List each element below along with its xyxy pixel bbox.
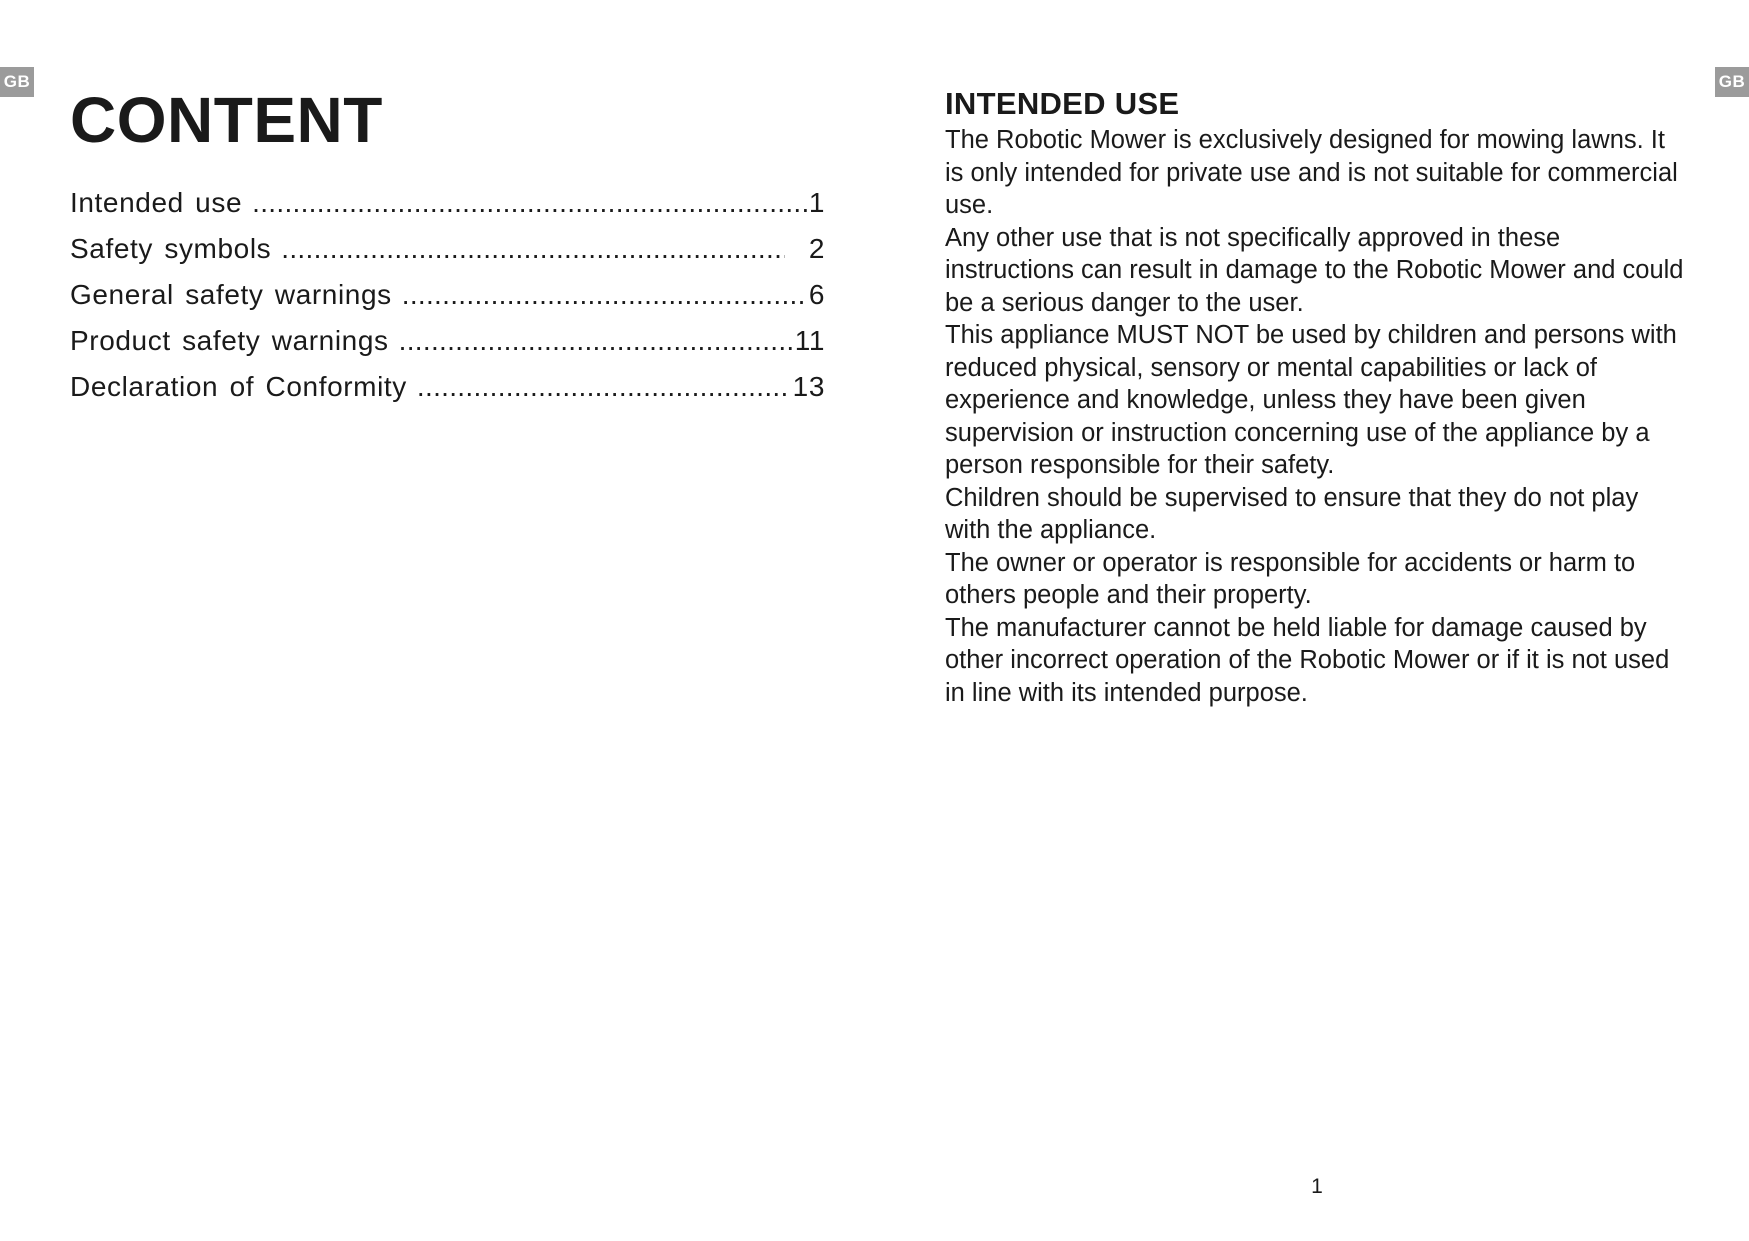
toc-entry-page: 2 [808,233,825,264]
toc-leader-dots [252,180,807,226]
page-number: 1 [1311,1175,1323,1198]
intended-use-heading: INTENDED USE [945,86,1180,121]
toc-entry-page: 6 [808,279,825,310]
toc-entry-page: 1 [808,187,825,218]
toc-entry-page: 13 [792,371,825,402]
intended-use-paragraph: The manufacturer cannot be held liable for damage caused by other incorrect operation of the Robotic Mower or if it is not used in line with its intended purpose. [945,613,1670,707]
toc-leader-dots [402,272,807,318]
toc-entry-label: General safety warnings [70,279,392,310]
toc-entry-label: Safety symbols [70,233,272,264]
intended-use-paragraph: Any other use that is not specifically approved in these instructions can result in damage to the Robotic Mower and could be a serious danger to the user. [945,223,1684,317]
toc-entry-intended-use[interactable] [70,180,825,226]
language-tab-left: GB [0,67,34,97]
intended-use-paragraph: The Robotic Mower is exclusively designed for mowing lawns. It is only intended for private use and is not suitable for commercial use. [945,126,1678,219]
language-tab-right: GB [1715,67,1749,97]
intended-use-paragraph: Children should be supervised to ensure that they do not play with the appliance. [945,483,1639,544]
content-heading: CONTENT [70,84,383,156]
toc-entry-label: Product safety warnings [70,325,389,356]
toc-entry-page: 11 [794,325,825,356]
toc-entry-product-safety-warnings[interactable] [70,318,825,364]
toc-entry-declaration-of-conformity[interactable] [70,364,825,410]
toc-entry-safety-symbols[interactable] [70,226,825,272]
table-of-contents [70,180,825,410]
toc-leader-dots [417,364,791,410]
toc-entry-label: Intended use [70,187,243,218]
toc-leader-dots [281,226,785,272]
toc-leader-dots [399,318,793,364]
intended-use-paragraph: The owner or operator is responsible for accidents or harm to others people and their property. [945,548,1636,609]
intended-use-paragraph: This appliance MUST NOT be used by children and persons with reduced physical, sensory or mental capabilities or lack of experience and knowledge, unless they have been given supervision or instruction concerning use of the appliance by a person responsible for their safety. [945,321,1677,479]
intended-use-section [945,84,1685,709]
toc-entry-label: Declaration of Conformity [70,371,407,402]
toc-entry-general-safety-warnings[interactable] [70,272,825,318]
